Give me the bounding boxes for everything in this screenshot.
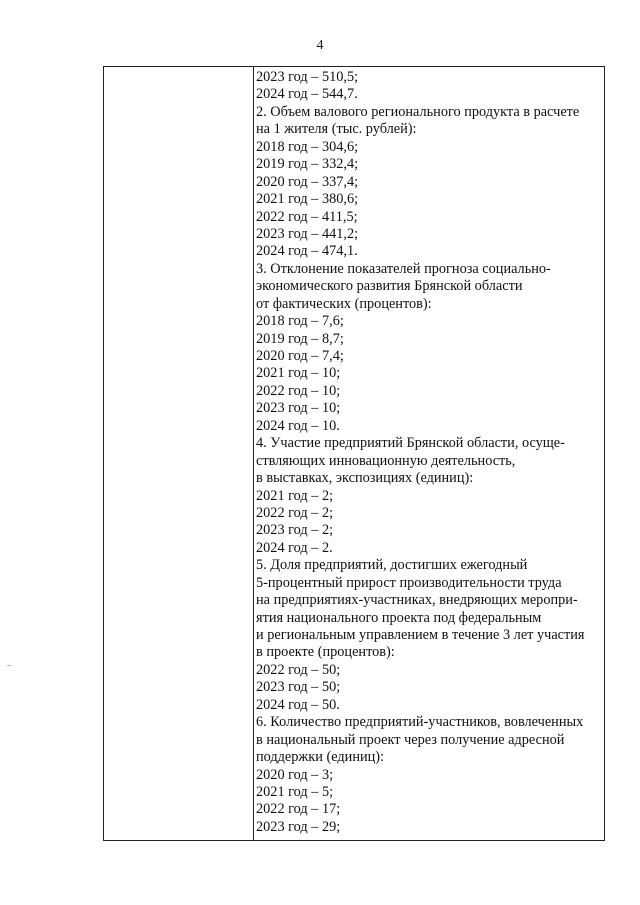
text-line: 2. Объем валового регионального продукта в расчете [256,103,580,120]
text-line: 2018 год – 7,6; [256,313,344,330]
text-line: 2021 год – 2; [256,487,334,504]
text-line: 2022 год – 411,5; [256,208,358,225]
scan-artifact [7,665,11,666]
text-line: на 1 жителя (тыс. рублей): [256,121,417,138]
text-line: 2024 год – 10. [256,417,340,434]
text-line: 2020 год – 337,4; [256,173,359,190]
text-line: и региональным управлением в течение 3 лет участия [256,627,585,643]
text-line: 2023 год – 510,5; [256,69,359,85]
text-line: 2022 год – 50; [256,661,341,678]
text-line: 2023 год – 441,2; [256,225,359,242]
text-line: в проекте (процентов): [256,644,395,661]
text-line: 2023 год – 10; [256,400,341,417]
text-line: экономического развития Брянской области [256,278,523,295]
text-line: 2024 год – 544,7. [256,86,358,103]
page-number: 4 [316,38,324,53]
text-line: 6. Количество предприятий-участников, вовлеченных [256,714,584,731]
text-line: 2022 год – 2; [256,504,334,521]
text-line: 2023 год – 50; [256,679,341,696]
text-line: 2018 год – 304,6; [256,138,359,155]
text-line: 2020 год – 7,4; [256,348,344,364]
text-line: 2022 год – 10; [256,382,341,399]
indicators-cell [256,69,602,836]
text-line: 2021 год – 10; [256,365,341,382]
text-line: 2019 год – 8,7; [256,330,344,347]
text-line: от фактических (процентов): [256,295,432,312]
text-line: в национальный проект через получение адресной [256,731,565,748]
text-line: ствляющих инновационную деятельность, [256,452,516,469]
text-line: 5. Доля предприятий, достигших ежегодный [256,557,528,574]
text-line: 2019 год – 332,4; [256,156,359,173]
text-line: 2024 год – 50. [256,696,340,713]
text-line: 2022 год – 17; [256,801,341,818]
text-line: 2024 год – 2. [256,539,333,556]
text-line: 2023 год – 2; [256,522,334,539]
text-line: 3. Отклонение показателей прогноза социально- [256,260,551,277]
document-table [103,66,605,841]
text-line: 2020 год – 3; [256,766,334,783]
text-line: ятия национального проекта под федеральным [256,609,542,626]
text-line: 2021 год – 5; [256,783,334,800]
text-line: 2023 год – 29; [256,818,341,835]
text-line: 2024 год – 474,1. [256,243,358,260]
text-line: поддержки (единиц): [256,749,385,766]
column-divider [253,67,254,840]
text-line: 5-процентный прирост производительности труда [256,574,562,591]
text-line: 4. Участие предприятий Брянской области, осуще- [256,435,565,452]
text-line: на предприятиях-участниках, внедряющих меропри- [256,592,578,609]
text-line: в выставках, экспозициях (единиц): [256,470,474,487]
text-line: 2021 год – 380,6; [256,191,359,208]
